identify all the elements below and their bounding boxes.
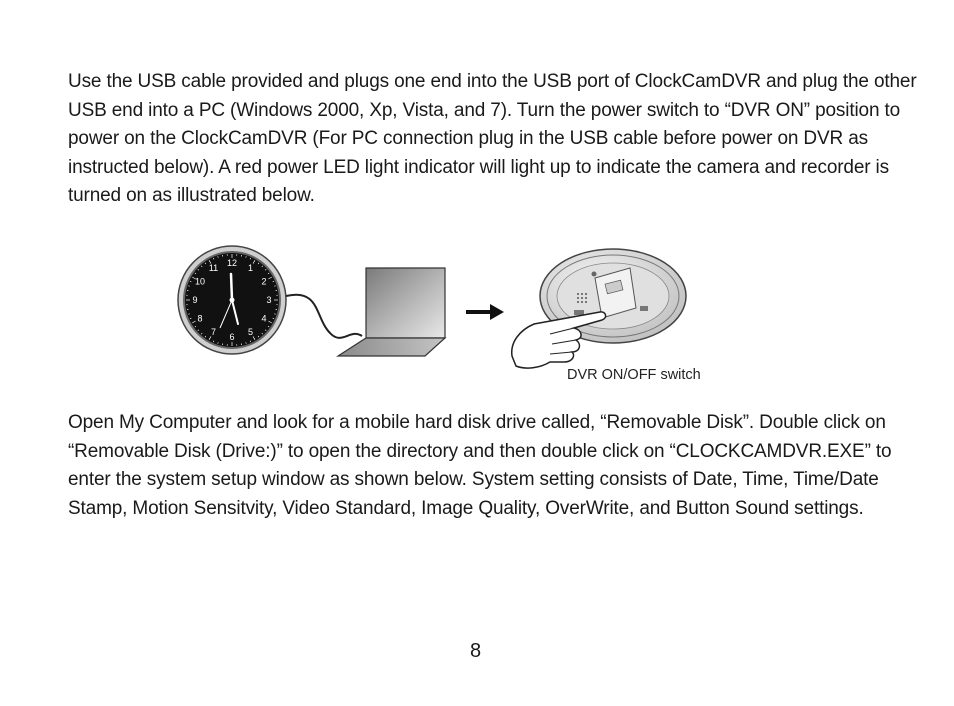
- instruction-paragraph-usb: Use the USB cable provided and plugs one end into the USB port of ClockCamDVR and plug the other USB end into a PC (Windows 2000, Xp, Vista, and 7). Turn the power switch to “DVR ON” position to power on the ClockCamDVR (For PC connection plug in the USB cable before power on DVR as instructed below). A red power LED light indicator will light up to indicate the camera and recorder is turned on as illustrated below.: [68, 71, 917, 207]
- connection-illustration: [170, 238, 730, 378]
- clock-number: 4: [261, 313, 267, 324]
- clock-number: 11: [208, 263, 219, 273]
- clock-number: 2: [261, 276, 267, 287]
- clock-number: 8: [197, 313, 203, 324]
- instruction-paragraph-removable-disk: Open My Computer and look for a mobile hard disk drive called, “Removable Disk”. Double click on “Removable Disk (Drive:)” to open the directory and then double click on “CLOCKCAMDVR.EXE” to enter the system setup window as shown below. System setting consists of Date, Time, Time/Date Stamp, Motion Sensitvity, Video Standard, Image Quality, OverWrite, and Button Sound settings.: [68, 412, 892, 519]
- clock-number: 6: [229, 332, 235, 342]
- figure-caption: DVR ON/OFF switch: [567, 367, 701, 383]
- page-number: 8: [470, 640, 482, 662]
- clock-number: 9: [192, 295, 198, 305]
- clock-icon: [178, 246, 286, 354]
- clock-number: 5: [247, 327, 254, 337]
- laptop-icon: [338, 268, 445, 356]
- clock-number: 12: [226, 258, 238, 268]
- clock-number: 1: [247, 263, 254, 273]
- usb-cable: [286, 295, 362, 338]
- clock-number: 10: [194, 276, 206, 287]
- clock-number: 7: [210, 327, 217, 337]
- arrow-right-icon: [466, 304, 504, 320]
- clock-number: 3: [266, 295, 272, 305]
